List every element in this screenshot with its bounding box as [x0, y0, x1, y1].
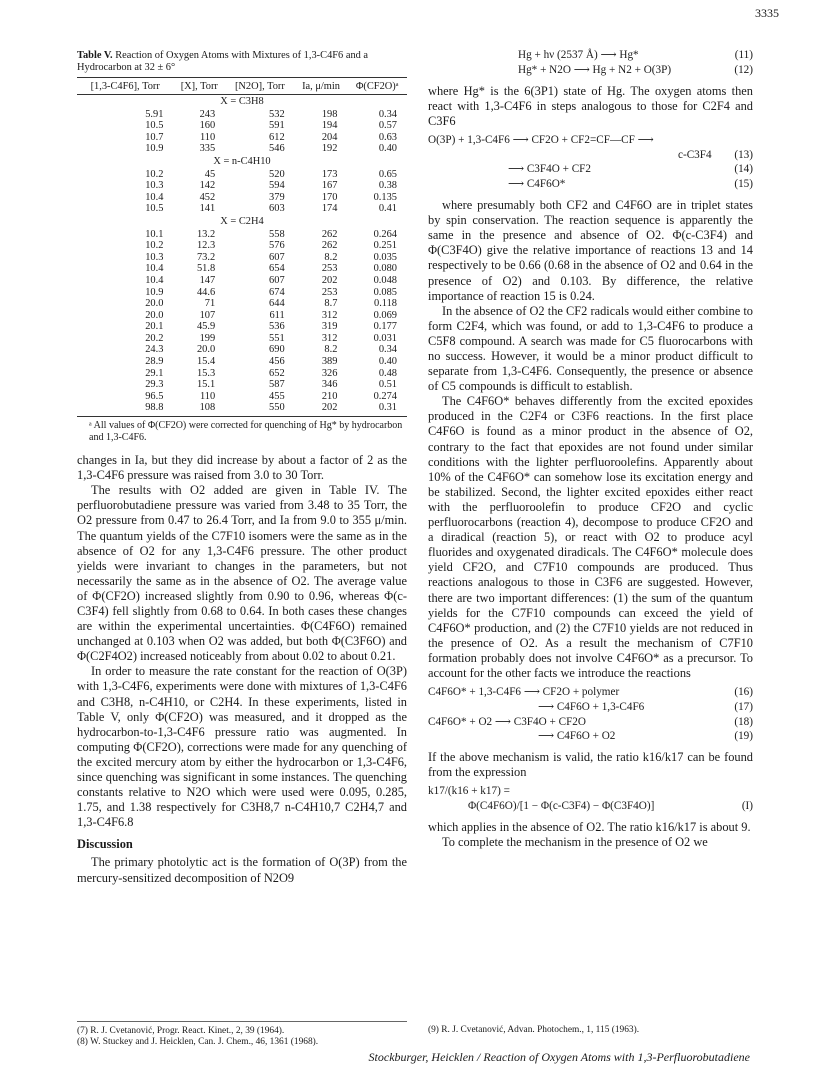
table-cell: 10.7 [145, 131, 164, 143]
equation-number: (11) [734, 49, 753, 61]
equation-number: (14) [734, 163, 753, 176]
table-cell: 108 [173, 402, 225, 416]
table-cell: 262 [321, 228, 338, 240]
table-cell: 587 [269, 379, 285, 391]
table-cell: 29.1 [145, 367, 164, 379]
equation-row [428, 700, 753, 715]
table-header-cell: Φ(CF2O)ᵃ [347, 78, 407, 95]
table-row [77, 229, 407, 241]
equation-text: Hg + hν (2537 Å) ⟶ Hg* [518, 49, 639, 61]
table-cell: 110 [199, 131, 216, 143]
left-column [77, 50, 407, 886]
table-cell: 12.3 [196, 240, 216, 252]
table-cell: 10.4 [145, 263, 164, 275]
equations-11-12 [428, 48, 753, 78]
table-cell: 110 [199, 390, 216, 402]
table-cell: 96.5 [145, 390, 164, 402]
table-cell: 194 [321, 120, 338, 132]
table-cell: 607 [269, 274, 285, 286]
table-row [77, 109, 407, 121]
table-cell: 262 [321, 240, 338, 252]
data-table [77, 78, 407, 417]
reference-item: (9) R. J. Cvetanović, Advan. Photochem., 1, 115 (1963). [428, 1025, 640, 1035]
table-cell: 5.91 [145, 108, 164, 120]
table-cell: 10.5 [145, 203, 164, 215]
table-cell: 389 [321, 356, 338, 368]
table-cell: 10.4 [145, 274, 164, 286]
table-cell: 10.3 [145, 251, 164, 263]
right-final-text [428, 820, 753, 850]
equation-number: (19) [734, 730, 753, 743]
equation-I-number: (I) [741, 800, 753, 813]
references-left [77, 1021, 407, 1048]
table-cell: 160 [199, 120, 216, 132]
table-cell: 551 [269, 332, 285, 344]
equation-text: C4F6O* + 1,3-C4F6 ⟶ CF2O + polymer [428, 686, 620, 699]
table-cell: 0.080 [373, 263, 397, 275]
equation-number: (13) [734, 148, 753, 161]
right-paragraph-intro: where Hg* is the 6(3P1) state of Hg. The oxygen atoms then react with 1,3-C4F6 in steps analogous to those for C2F4 and C3F6 [428, 83, 753, 128]
table-row [77, 143, 407, 155]
table-cell: 674 [269, 286, 285, 298]
table-cell: 10.5 [145, 120, 164, 132]
equation-row [428, 48, 753, 63]
table-cell: 0.40 [378, 143, 397, 155]
table-group-row [77, 95, 407, 109]
table-cell: 198 [321, 108, 338, 120]
table-cell: 346 [321, 379, 338, 391]
table-row [77, 368, 407, 380]
table-cell: 0.035 [373, 251, 397, 263]
table-cell: 0.31 [347, 402, 407, 416]
equation-row [428, 63, 753, 78]
table-cell: 0.34 [378, 108, 397, 120]
table-cell: 10.9 [145, 286, 164, 298]
right-body-text [428, 198, 753, 681]
table-cell: 591 [269, 120, 285, 132]
table-cell: 24.3 [145, 344, 164, 356]
equation-number: (12) [734, 63, 753, 76]
table-row [77, 391, 407, 403]
equation-text: ⟶ C4F6O* [508, 178, 566, 191]
paragraph: The results with O2 added are given in Table IV. The perfluorobutadiene pressure was varied from 3.48 to 35 Torr, the O2 pressure from 0.47 to 26.4 Torr, and Ia from 9.0 to 355 μ/min. The quantum yields of the C7F10 isomers were the same as in the absence of O2 for any 1,3-C4F6 pressure. The other product yields were invariant to changes in the parameters, but not necessarily the same as in the absence of O2. The average value of Φ(CF2O) increased slightly from 0.90 to 0.96, whereas Φ(c-C3F4) fell slightly from 0.68 to 0.64. In both cases these changes are within the experimental uncertainties. Φ(C4F6O) remained unchanged at 0.103 when O2 was added, but both Φ(C3F6O) and Φ(C2F4O2) increased noticeably from about 0.02 to about 0.21. [77, 483, 407, 664]
table-cell: 654 [269, 263, 285, 275]
table-group-label: X = C2H4 [220, 215, 264, 227]
table-cell: 10.3 [145, 180, 164, 192]
table-cell: 546 [269, 143, 285, 155]
table-cell: 192 [321, 143, 338, 155]
table-row [77, 402, 407, 416]
table-cell: 0.251 [373, 240, 397, 252]
table-cell: 45.9 [196, 321, 216, 333]
table-row [77, 344, 407, 356]
table-cell: 0.069 [373, 309, 397, 321]
table-cell: 0.40 [378, 356, 397, 368]
table-cell: 204 [321, 131, 338, 143]
table-cell: 142 [199, 180, 216, 192]
table-cell: 98.8 [77, 402, 173, 416]
table-cell: 10.9 [145, 143, 164, 155]
table-caption-label: Table V. [77, 50, 113, 61]
paragraph: The C4F6O* behaves differently from the excited epoxides produced in the C2F4 or C3F6 reactions. In the first place C4F6O is found as a minor product in the absence of O2, contrary to the fact that epoxides are not found under similar conditions with the lighter perfluoroolefins. Apparently about 10% of the C4F6O* can somehow lose its excitation energy and be stabilized. Second, the lighter excited epoxides either react with the perfluoroolefin to produce CF2O and cyclic perfluorocarbons (reaction 4), decompose to produce CF2O and a diradical (reaction 5), or react with O2 to produce acyl fluorides and oxygenated diradicals. The C4F6O* molecule does yield CF2O, and C7F10 compounds are produced. Thus reactions analogous to those in C3F6 are suggested. However, there are two important differences: (1) the sum of the quantum yields for the C7F10 compounds can exceed the yield of C4F6O* production, and (2) the C7F10 yields are not reduced in the presence of O2. As a result the mechanism of C7F10 formation probably does not involve C4F6O* as a precursor. To account for the other facts we introduce the reactions [428, 394, 753, 680]
table-cell: 558 [269, 228, 285, 240]
references-right [428, 1025, 753, 1036]
table-cell: 210 [321, 390, 338, 402]
table-cell: 45 [204, 168, 216, 180]
table-cell: 0.177 [373, 321, 397, 333]
table-row [77, 240, 407, 252]
equation-row [428, 133, 753, 148]
running-footer: Stockburger, Heicklen / Reaction of Oxygen Atoms with 1,3-Perfluorobutadiene [368, 1050, 750, 1064]
table-header-cell: Ia, μ/min [295, 78, 348, 95]
table-cell: 550 [225, 402, 294, 416]
page-number: 3335 [755, 6, 779, 20]
table-cell: 456 [269, 356, 285, 368]
equation-text: C4F6O* + O2 ⟶ C3F4O + CF2O [428, 715, 586, 728]
equation-text: ⟶ C4F6O + O2 [538, 730, 616, 743]
table-cell: 167 [321, 180, 338, 192]
table-cell: 199 [199, 332, 216, 344]
equation-number: (16) [734, 686, 753, 699]
table-cell: 202 [321, 274, 338, 286]
reference-item: (8) W. Stuckey and J. Heicklen, Can. J. Chem., 46, 1361 (1968). [77, 1037, 319, 1047]
equation-text: ⟶ C4F6O + 1,3-C4F6 [538, 700, 645, 713]
table-cell: 73.2 [196, 251, 216, 263]
table-cell: 10.2 [145, 168, 164, 180]
table-cell: 15.4 [196, 356, 216, 368]
table-row [77, 333, 407, 345]
table-cell: 0.048 [373, 274, 397, 286]
table-cell: 0.031 [373, 332, 397, 344]
table-cell: 253 [321, 286, 338, 298]
table-header-row [77, 78, 407, 95]
table-row [77, 132, 407, 144]
table-cell: 174 [321, 203, 338, 215]
table-cell: 607 [269, 251, 285, 263]
table-row [77, 275, 407, 287]
table-group-label: X = C3H8 [220, 96, 264, 107]
table-cell: 10.4 [145, 191, 164, 203]
table-cell: 603 [269, 203, 285, 215]
paragraph: where presumably both CF2 and C4F6O are in triplet states by spin conservation. The reaction sequence is apparently the same in the presence and absence of O2. Φ(c-C3F4) and Φ(C3F4O) give the relative importance of reactions 13 and 14 respectively to be 0.66 (0.68 in the absence of O2 and 0.64 in the presence of O2) and 0.103. By difference, the relative importance of reaction 15 is 0.24. [428, 198, 753, 303]
table-cell: 520 [269, 168, 285, 180]
table-cell: 0.41 [378, 203, 397, 215]
equation-text: ⟶ C3F4O + CF2 [508, 163, 591, 176]
table-row [77, 263, 407, 275]
table-cell: 202 [295, 402, 348, 416]
right-column [428, 44, 753, 850]
paragraph: In order to measure the rate constant for the reaction of O(3P) with 1,3-C4F6, experiments were done with mixtures of 1,3-C4F6 and C3H8, n-C4H10, or C2H4. In these experiments, listed in Table V, only Φ(CF2O) was measured, and it dropped as the hydrocarbon-to-1,3-C4F6 pressure ratio was augmented. In computing Φ(CF2O), corrections were made for any quenching of the excited mercury atom by either the hydrocarbon or 1,3-C4F6, since quenching was significant in some instances. The quenching constants relative to N2O which were used were 0.095, 0.285, 1.75, and 1.38 respectively for C3H8,7 n-C4H10,7 C2H4,7 and 1,3-C4F6.8 [77, 664, 407, 830]
equation-row [428, 177, 753, 192]
table-cell: 452 [199, 191, 216, 203]
table-cell: 379 [269, 191, 285, 203]
table-cell: 335 [199, 143, 216, 155]
table-cell: 173 [321, 168, 338, 180]
table-header-cell: [N2O], Torr [225, 78, 294, 95]
table-cell: 0.57 [378, 120, 397, 132]
equation-row [428, 685, 753, 700]
table-cell: 0.51 [378, 379, 397, 391]
table-cell: 319 [321, 321, 338, 333]
table-cell: 0.135 [373, 191, 397, 203]
equation-number: (17) [734, 700, 753, 713]
table-row [77, 169, 407, 181]
table-caption-text: Reaction of Oxygen Atoms with Mixtures of 1,3-C4F6 and a Hydrocarbon at 32 ± 6° [77, 50, 369, 73]
table-cell: 690 [269, 344, 285, 356]
equation-row [428, 148, 753, 163]
table-cell: 10.1 [145, 228, 164, 240]
table-cell: 611 [269, 309, 285, 321]
paragraph: To complete the mechanism in the presence of O2 we [442, 835, 708, 850]
table-cell: 141 [199, 203, 216, 215]
table-row [77, 192, 407, 204]
equation-row [428, 715, 753, 730]
paragraph: In the absence of O2 the CF2 radicals would either combine to form C2F4, which was found, or add to 1,3-C4F6 to produce a C5F8 compound. A search was made for C5 fluorocarbons with no success. However, it would be a minor product difficult to separate from 1,3-C4F6. Consequently, the presence or absence of C5 compounds is difficult to establish. [428, 303, 753, 394]
left-body-text [77, 453, 407, 830]
equation-number: (15) [734, 178, 753, 191]
table-cell: 536 [269, 321, 285, 333]
table-row [77, 379, 407, 391]
table-header-cell: [1,3-C4F6], Torr [77, 78, 173, 95]
table-cell: 576 [269, 240, 285, 252]
table-cell: 8.2 [324, 344, 338, 356]
table-cell: 326 [321, 367, 338, 379]
equation-row [428, 162, 753, 177]
table-row [77, 120, 407, 132]
table-cell: 13.2 [196, 228, 216, 240]
table-group-label: X = n-C4H10 [213, 155, 271, 167]
table-cell: 0.48 [378, 367, 397, 379]
equation-text: c-C3F4 [678, 148, 712, 161]
paragraph: which applies in the absence of O2. The ratio k16/k17 is about 9. [428, 820, 751, 835]
table-cell: 147 [199, 274, 216, 286]
table-cell: 0.38 [378, 180, 397, 192]
equation-number: (18) [734, 715, 753, 728]
table-cell: 51.8 [196, 263, 216, 275]
table-cell: 15.1 [196, 379, 216, 391]
table-cell: 0.34 [378, 344, 397, 356]
table-cell: 20.2 [145, 332, 164, 344]
table-cell: 10.2 [145, 240, 164, 252]
table-cell: 532 [269, 108, 285, 120]
table-cell: 0.085 [373, 286, 397, 298]
right-paragraph-after-eqs: If the above mechanism is valid, the ratio k16/k17 can be found from the expression [428, 750, 753, 780]
table-cell: 8.2 [324, 251, 338, 263]
table-cell: 71 [204, 298, 216, 310]
table-cell: 312 [321, 309, 338, 321]
equation-I [428, 784, 753, 814]
table-cell: 20.0 [196, 344, 216, 356]
equation-text: Hg* + N2O ⟶ Hg + N2 + O(3P) [518, 63, 672, 76]
table-cell: 28.9 [145, 356, 164, 368]
equations-16-19 [428, 685, 753, 744]
table-cell: 594 [269, 180, 285, 192]
equations-13-15 [428, 133, 753, 192]
table-cell: 170 [321, 191, 338, 203]
table-row [77, 252, 407, 264]
table-group-row [77, 215, 407, 229]
table-row [77, 298, 407, 310]
equation-row [428, 729, 753, 744]
table-cell: 20.1 [145, 321, 164, 333]
table-row [77, 180, 407, 192]
table-row [77, 356, 407, 368]
table-cell: 455 [269, 390, 285, 402]
table-row [77, 287, 407, 299]
equation-text: O(3P) + 1,3-C4F6 ⟶ CF2O + CF2=CF—CF ⟶ [428, 133, 654, 146]
reference-item: (7) R. J. Cvetanović, Progr. React. Kinet., 2, 39 (1964). [77, 1026, 285, 1036]
equation-I-lhs: k17/(k16 + k17) = [428, 785, 510, 798]
discussion-heading: Discussion [77, 837, 133, 852]
table-header-cell: [X], Torr [173, 78, 225, 95]
table-cell: 8.7 [324, 298, 338, 310]
table-cell: 644 [269, 298, 285, 310]
table-cell: 652 [269, 367, 285, 379]
table-cell: 20.0 [145, 298, 164, 310]
table-cell: 0.65 [378, 168, 397, 180]
table-cell: 0.264 [373, 228, 397, 240]
table-footnote: ᵃ All values of Φ(CF2O) were corrected for quenching of Hg* by hydrocarbon and 1,3-C4F6. [89, 420, 403, 443]
paragraph: changes in Ia, but they did increase by about a factor of 2 as the 1,3-C4F6 pressure was raised from 3.0 to 30 Torr. [77, 453, 407, 483]
table-cell: 0.63 [378, 131, 397, 143]
discussion-paragraph: The primary photolytic act is the formation of O(3P) from the mercury-sensitized decomposition of N2O9 [77, 855, 407, 885]
table-cell: 312 [321, 332, 338, 344]
table-row [77, 321, 407, 333]
table-cell: 243 [199, 108, 216, 120]
table-row [77, 310, 407, 322]
table-cell: 29.3 [145, 379, 164, 391]
table-row [77, 203, 407, 215]
table-cell: 0.118 [374, 298, 397, 310]
table-cell: 20.0 [145, 309, 164, 321]
table-cell: 15.3 [196, 367, 216, 379]
table-cell: 0.274 [373, 390, 397, 402]
table-cell: 253 [321, 263, 338, 275]
table-cell: 612 [269, 131, 285, 143]
table-cell: 107 [199, 309, 216, 321]
table-cell: 44.6 [196, 286, 216, 298]
table-caption [77, 50, 407, 78]
table-group-row [77, 155, 407, 169]
equation-I-rhs: Φ(C4F6O)/[1 − Φ(c-C3F4) − Φ(C3F4O)] [468, 800, 655, 813]
